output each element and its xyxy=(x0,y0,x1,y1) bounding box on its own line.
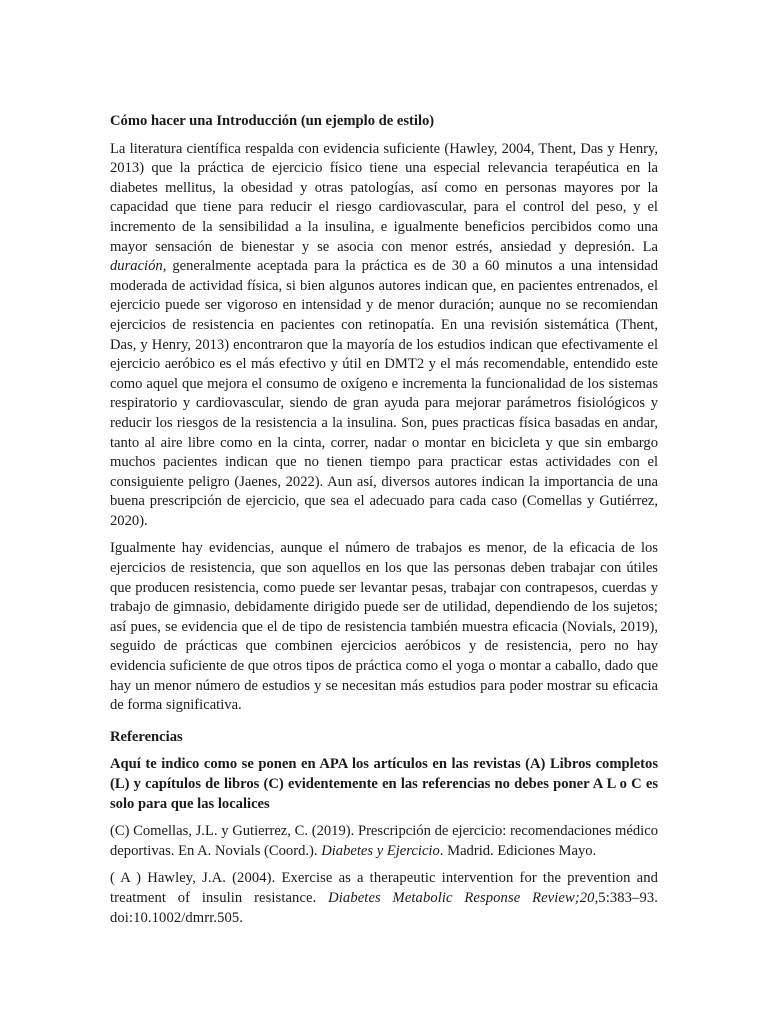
paragraph-1-text-b: generalmente aceptada para la práctica es de 30 a 60 minutos a una intensidad moderada de actividad física, si bien algunos autores indican que, en pacientes entrenados, el ejercicio puede ser vigoroso en intensidad y de menor duración; aunque no se recomiendan ejercicios de resistencia en pacientes con retinopatía. En una revisión sistemática (Thent, Das, y Henry, 2013) encontraron que la mayoría de los estudios indican que efectivamente el ejercicio aeróbico es el más efectivo y útil en DMT2 y el más recomendable, entendido este como aquel que mejora el consumo de oxígeno e incrementa la funcionalidad de los sistemas respiratorio y cardiovascular, siendo de gran ayuda para mejorar parámetros fisiológicos y reducir los riesgos de la resistencia a la insulina. Son, pues practicas física basadas en andar, tanto al aire libre como en la cinta, correr, nadar o montar en bicicleta y que sin embargo muchos pacientes indican que no tienen tiempo para practicar estas actividades con el consiguiente peligro (Jaenes, 2022). Aun así, diversos autores indican la importancia de una buena prescripción de ejercicio, que sea el adecuado para cada caso (Comellas y Gutiérrez, 2020). xyxy=(110,258,658,529)
reference-1-text-b: . Madrid. Ediciones Mayo. xyxy=(439,842,597,859)
document-page xyxy=(110,112,658,936)
intro-paragraph-2: Igualmente hay evidencias, aunque el número de trabajos es menor, de la eficacia de los ejercicios de resistencia, que son aquellos en los que las personas deben trabajar con útiles que producen resistencia, como puede ser levantar pesas, trabajar con contrapesos, cuerdas y trabajo de gimnasio, debidamente dirigido puede ser de utilidad, dependiendo de los sujetos; así pues, se evidencia que el de tipo de resistencia también muestra eficacia (Novials, 2019), seguido de prácticas que combinen ejercicios aeróbicos y de resistencia, pero no hay evidencia suficiente de que otros tipos de práctica como el yoga o montar a caballo, dado que hay un menor número de estudios y se necesitan más estudios para poder mostrar su eficacia de forma significativa. xyxy=(110,540,658,714)
reference-1-italic: Diabetes y Ejercicio xyxy=(321,842,440,859)
reference-item xyxy=(110,822,658,861)
paragraph-1-text-a: La literatura científica respalda con evidencia suficiente (Hawley, 2004, Thent, Das y Henry, 2013) que la práctica de ejercicio físico tiene una especial relevancia terapéutica en la diabetes mellitus, la obesidad y otras patologías, así como en personas mayores por la capacidad que tiene para reducir el riesgo cardiovascular, para el control del peso, y el incremento de la sensibilidad a la insulina, e igualmente beneficios percibidos como una mayor sensación de bienestar y se asocia con menor estrés, ansiedad y depresión. La xyxy=(110,140,658,255)
references-note: Aquí te indico como se ponen en APA los artículos en las revistas (A) Libros completos (L) y capítulos de libros (C) evidentemente en las referencias no debes poner A L o C es solo para que las localices xyxy=(110,756,658,812)
references-heading: Referencias xyxy=(110,728,183,745)
intro-paragraph-1 xyxy=(110,140,658,532)
reference-1-text-a: (C) Comellas, J.L. y Gutierrez, C. (2019). Prescripción de ejercicio: recomendaciones médico deportivas. En A. Novials (Coord.). xyxy=(110,823,658,859)
paragraph-1-italic: duración, xyxy=(110,258,167,275)
reference-2-italic: Diabetes Metabolic Response Review;20 xyxy=(328,889,595,906)
reference-2-text-a: ( A ) Hawley, J.A. (2004). Exercise as a therapeutic intervention for the prevention and treatment of insulin resistance. xyxy=(110,870,658,906)
reference-item xyxy=(110,869,658,928)
document-title: Cómo hacer una Introducción (un ejemplo de estilo) xyxy=(110,113,435,129)
reference-2-text-b: ,5:383–93. doi:10.1002/dmrr.505. xyxy=(110,889,658,926)
